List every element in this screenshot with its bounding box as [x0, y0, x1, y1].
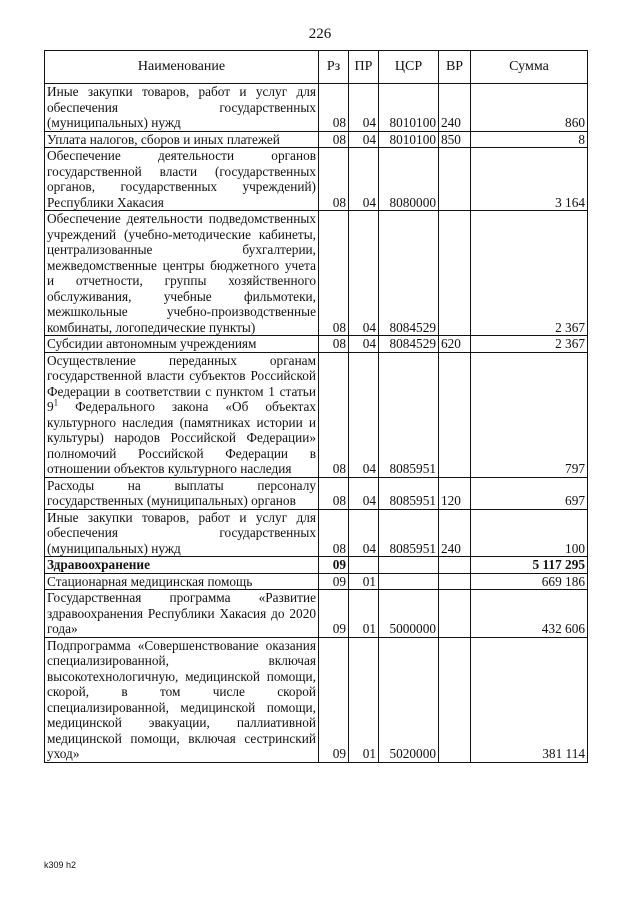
table-row: [45, 573, 588, 590]
row-csr: 8010100: [379, 131, 439, 148]
row-vr: 850: [439, 131, 471, 148]
row-vr: 240: [439, 84, 471, 132]
row-pr: 04: [349, 352, 379, 477]
row-sum: 100: [471, 509, 588, 557]
row-name: Подпрограмма «Совершенствование оказания специализированной, включая высокотехнологичную, медицинской помощи, скорой, в том числе скорой специализированной, медицинской помощи, медицинской эвакуации, паллиативной медицинской помощи, включая сестринский уход»: [45, 637, 319, 762]
row-csr: [379, 573, 439, 590]
row-sum: 669 186: [471, 573, 588, 590]
row-name: Расходы на выплаты персоналу государственных (муниципальных) органов: [45, 477, 319, 509]
row-pr: 04: [349, 84, 379, 132]
table-row: [45, 131, 588, 148]
header-sum: Сумма: [471, 51, 588, 84]
table-row: [45, 148, 588, 211]
table-header-row: [45, 51, 588, 84]
row-csr: [379, 557, 439, 574]
row-sum: 797: [471, 352, 588, 477]
row-vr: 120: [439, 477, 471, 509]
row-sum: 2 367: [471, 211, 588, 336]
footer-code: k309 h2: [44, 860, 77, 870]
row-rz: 08: [319, 509, 349, 557]
table-row: [45, 477, 588, 509]
row-vr: 240: [439, 509, 471, 557]
row-rz: 08: [319, 352, 349, 477]
row-pr: 04: [349, 336, 379, 353]
row-sum: 8: [471, 131, 588, 148]
row-csr: 8084529: [379, 336, 439, 353]
row-rz: 08: [319, 336, 349, 353]
table-row: [45, 336, 588, 353]
table-row: [45, 509, 588, 557]
row-rz: 08: [319, 148, 349, 211]
header-csr: ЦСР: [379, 51, 439, 84]
row-rz: 09: [319, 637, 349, 762]
row-vr: [439, 148, 471, 211]
row-csr: 8084529: [379, 211, 439, 336]
row-pr: 04: [349, 131, 379, 148]
header-rz: Рз: [319, 51, 349, 84]
row-vr: [439, 557, 471, 574]
row-rz: 09: [319, 557, 349, 574]
table-row-section: [45, 557, 588, 574]
table-row: [45, 84, 588, 132]
row-name: Стационарная медицинская помощь: [45, 573, 319, 590]
row-pr: 04: [349, 148, 379, 211]
row-vr: [439, 573, 471, 590]
row-name: Субсидии автономным учреждениям: [45, 336, 319, 353]
row-csr: 8085951: [379, 509, 439, 557]
row-vr: [439, 352, 471, 477]
table-row: [45, 590, 588, 638]
row-sum: 3 164: [471, 148, 588, 211]
row-vr: [439, 211, 471, 336]
page-number: 226: [308, 26, 332, 42]
header-pr: ПР: [349, 51, 379, 84]
table-row: [45, 637, 588, 762]
row-rz: 09: [319, 590, 349, 638]
row-rz: 09: [319, 573, 349, 590]
row-pr: 01: [349, 573, 379, 590]
row-csr: 8085951: [379, 477, 439, 509]
row-sum: 432 606: [471, 590, 588, 638]
row-name: Иные закупки товаров, работ и услуг для обеспечения государственных (муниципальных) нужд: [45, 509, 319, 557]
row-csr: 5000000: [379, 590, 439, 638]
row-pr: 04: [349, 477, 379, 509]
header-name: Наименование: [45, 51, 319, 84]
row-vr: [439, 590, 471, 638]
row-name: Здравоохранение: [45, 557, 319, 574]
row-sum: 2 367: [471, 336, 588, 353]
row-csr: 8080000: [379, 148, 439, 211]
row-sum: 860: [471, 84, 588, 132]
row-pr: 04: [349, 211, 379, 336]
row-pr: 04: [349, 509, 379, 557]
header-vr: ВР: [439, 51, 471, 84]
row-pr: 01: [349, 590, 379, 638]
row-name: Обеспечение деятельности органов государственной власти (государственных органов, государственных учреждений) Республики Хакасия: [45, 148, 319, 211]
row-vr: 620: [439, 336, 471, 353]
row-csr: 5020000: [379, 637, 439, 762]
row-name-part: Федерального закона «Об объектах культурного наследия (памятниках истории и культуры) народов Российской Федерации» полномочий Российской Федерации в отношении объектов культурного наследия: [47, 399, 316, 476]
row-rz: 08: [319, 84, 349, 132]
table-row: [45, 211, 588, 336]
row-name-part: Осуществление переданных органам государственной власти субъектов Российской Федерации в соответствии с пунктом 1 статьи 9: [47, 352, 316, 414]
table-row: [45, 352, 588, 477]
row-sum: 381 114: [471, 637, 588, 762]
superscript: 1: [53, 397, 59, 408]
row-rz: 08: [319, 477, 349, 509]
row-name: Уплата налогов, сборов и иных платежей: [45, 131, 319, 148]
row-name: Иные закупки товаров, работ и услуг для обеспечения государственных (муниципальных) нужд: [45, 84, 319, 132]
row-name: [45, 352, 319, 477]
budget-table: [44, 50, 588, 763]
row-name: Обеспечение деятельности подведомственных учреждений (учебно-методические кабинеты, централизованные бухгалтерии, межведомственные центры бюджетного учета и отчетности, группы хозяйственного обслуживания, учебные фильмотеки, межшкольные учебно-производственные комбинаты, логопедические пункты): [45, 211, 319, 336]
row-rz: 08: [319, 131, 349, 148]
row-csr: 8010100: [379, 84, 439, 132]
row-csr: 8085951: [379, 352, 439, 477]
row-pr: [349, 557, 379, 574]
row-pr: 01: [349, 637, 379, 762]
row-sum: 5 117 295: [471, 557, 588, 574]
row-rz: 08: [319, 211, 349, 336]
row-sum: 697: [471, 477, 588, 509]
row-name: Государственная программа «Развитие здравоохранения Республики Хакасия до 2020 года»: [45, 590, 319, 638]
row-vr: [439, 637, 471, 762]
